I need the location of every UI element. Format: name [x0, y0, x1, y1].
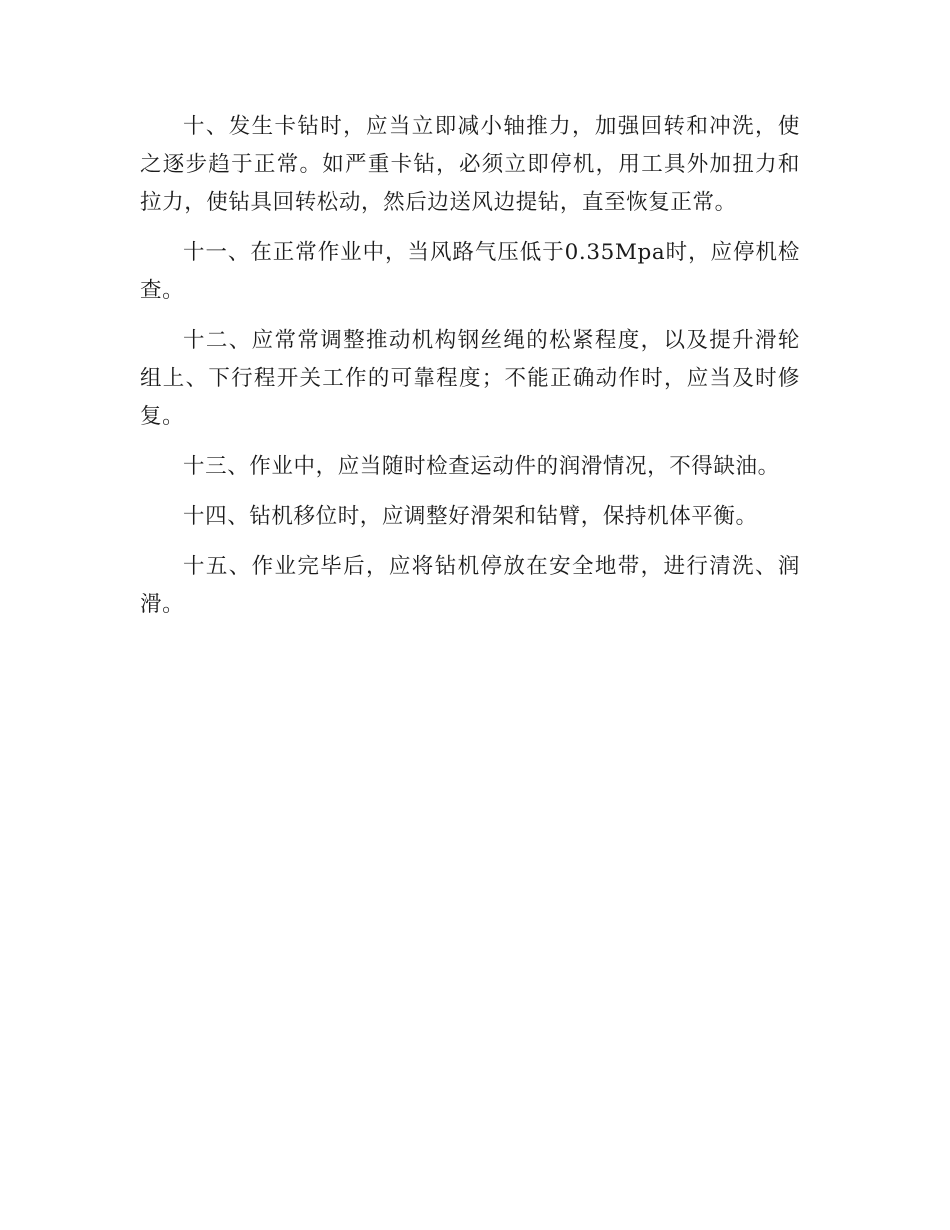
paragraph-14: 十四、钻机移位时，应调整好滑架和钻臂，保持机体平衡。	[183, 504, 758, 529]
paragraph-10: 十、发生卡钻时，应当立即减小轴推力，加强回转和冲洗，使之逐步趋于正常。如严重卡钻，必须立即停机，用工具外加扭力和拉力，使钻具回转松动，然后边送风边提钻，直至恢复正常。	[140, 114, 800, 215]
document-body	[140, 108, 800, 636]
paragraph-12: 十二、应常常调整推动机构钢丝绳的松紧程度，以及提升滑轮组上、下行程开关工作的可靠程度；不能正确动作时，应当及时修复。	[140, 328, 800, 429]
paragraph-15: 十五、作业完毕后，应将钻机停放在安全地带，进行清洗、润滑。	[140, 554, 800, 617]
paragraph-13: 十三、作业中，应当随时检查运动件的润滑情况，不得缺油。	[183, 454, 780, 479]
paragraph-11: 十一、在正常作业中，当风路气压低于0.35Mpa时，应停机检查。	[140, 240, 800, 303]
